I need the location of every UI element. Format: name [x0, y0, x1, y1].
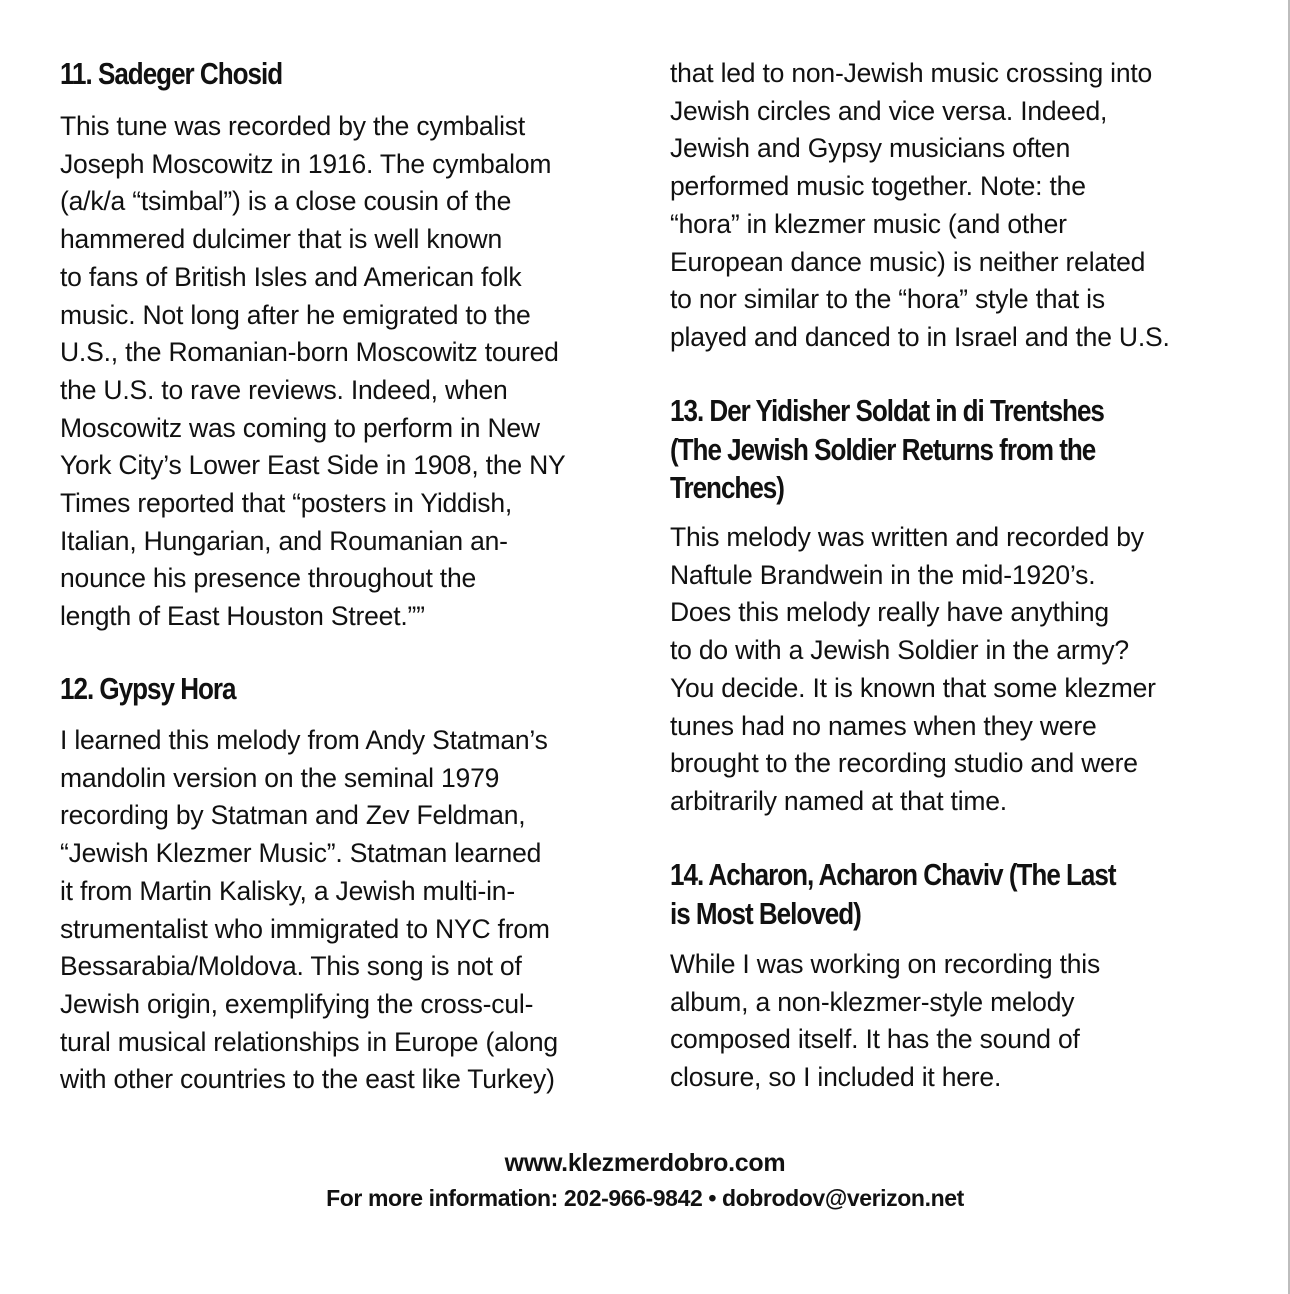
- text-line: U.S., the Romanian-born Moscowitz toured: [60, 337, 559, 368]
- text-line: hammered dulcimer that is well known: [60, 224, 503, 255]
- text-line: I learned this melody from Andy Statman’s: [60, 725, 548, 755]
- text-line: Naftule Brandwein in the mid-1920’s.: [670, 559, 1096, 590]
- track-12-heading: [60, 670, 235, 709]
- heading-line: 13. Der Yidisher Soldat in di Trentshes: [670, 393, 1104, 428]
- text-line: You decide. It is known that some klezmer: [670, 672, 1156, 703]
- text-line: recording by Statman and Zev Feldman,: [60, 800, 526, 831]
- text-line: mandolin version on the seminal 1979: [60, 762, 500, 793]
- text-line: length of East Houston Street.””: [60, 601, 425, 632]
- contact-info: For more information: 202-966-9842 • dobrodov@verizon.net: [326, 1185, 964, 1211]
- text-line: performed music together. Note: the: [670, 171, 1086, 202]
- text-line: While I was working on recording this: [670, 949, 1101, 979]
- track-11-heading: [60, 55, 282, 94]
- text-line: This melody was written and recorded by: [670, 522, 1144, 552]
- heading-line: (The Jewish Soldier Returns from the: [670, 431, 1096, 467]
- text-line: tural musical relationships in Europe (along: [60, 1026, 558, 1057]
- text-line: the U.S. to rave reviews. Indeed, when: [60, 374, 508, 405]
- text-line: Does this melody really have anything: [670, 597, 1109, 628]
- track-12-description: [60, 722, 558, 1099]
- heading-line: 12. Gypsy Hora: [60, 671, 236, 706]
- text-line: Moscowitz was coming to perform in New: [60, 412, 540, 443]
- text-line: (a/k/a “tsimbal”) is a close cousin of the: [60, 186, 512, 217]
- track-12-description-continued: [670, 55, 1170, 357]
- text-line: European dance music) is neither related: [670, 246, 1146, 277]
- heading-line: is Most Beloved): [670, 895, 861, 931]
- text-line: played and danced to in Israel and the U.S.: [670, 321, 1170, 352]
- text-line: music. Not long after he emigrated to the: [60, 299, 531, 330]
- text-line: composed itself. It has the sound of: [670, 1024, 1080, 1055]
- text-line: Bessarabia/Moldova. This song is not of: [60, 951, 522, 982]
- track-13-heading: [670, 392, 1104, 508]
- text-line: tunes had no names when they were: [670, 710, 1097, 741]
- text-line: that led to non-Jewish music crossing into: [670, 58, 1153, 88]
- text-line: to nor similar to the “hora” style that is: [670, 284, 1105, 315]
- text-line: closure, so I included it here.: [670, 1062, 1002, 1093]
- heading-line: 11. Sadeger Chosid: [60, 56, 283, 91]
- text-line: This tune was recorded by the cymbalist: [60, 111, 525, 141]
- website-link[interactable]: www.klezmerdobro.com: [504, 1149, 786, 1177]
- track-11-description: [60, 108, 566, 636]
- text-line: Italian, Hungarian, and Roumanian an-: [60, 525, 508, 556]
- text-line: arbitrarily named at that time.: [670, 785, 1007, 816]
- text-line: Joseph Moscowitz in 1916. The cymbalom: [60, 148, 552, 179]
- heading-line: Trenches): [670, 470, 784, 505]
- text-line: Times reported that “posters in Yiddish,: [60, 488, 513, 519]
- text-line: Jewish origin, exemplifying the cross-cul-: [60, 988, 534, 1019]
- text-line: brought to the recording studio and were: [670, 748, 1138, 779]
- heading-line: 14. Acharon, Acharon Chaviv (The Last: [670, 857, 1116, 892]
- text-line: with other countries to the east like Turkey): [60, 1064, 555, 1095]
- track-13-description: [670, 519, 1156, 821]
- text-line: York City’s Lower East Side in 1908, the NY: [60, 450, 566, 481]
- text-line: to fans of British Isles and American folk: [60, 261, 522, 292]
- text-line: to do with a Jewish Soldier in the army?: [670, 635, 1129, 666]
- text-line: strumentalist who immigrated to NYC from: [60, 913, 550, 944]
- text-line: album, a non-klezmer-style melody: [670, 986, 1075, 1017]
- track-14-description: [670, 946, 1100, 1097]
- text-line: Jewish circles and vice versa. Indeed,: [670, 95, 1108, 126]
- text-line: “hora” in klezmer music (and other: [670, 208, 1067, 239]
- text-line: “Jewish Klezmer Music”. Statman learned: [60, 838, 542, 869]
- text-line: it from Martin Kalisky, a Jewish multi-in-: [60, 875, 515, 906]
- text-line: nounce his presence throughout the: [60, 563, 477, 594]
- track-14-heading: [670, 856, 1116, 933]
- text-line: Jewish and Gypsy musicians often: [670, 133, 1071, 164]
